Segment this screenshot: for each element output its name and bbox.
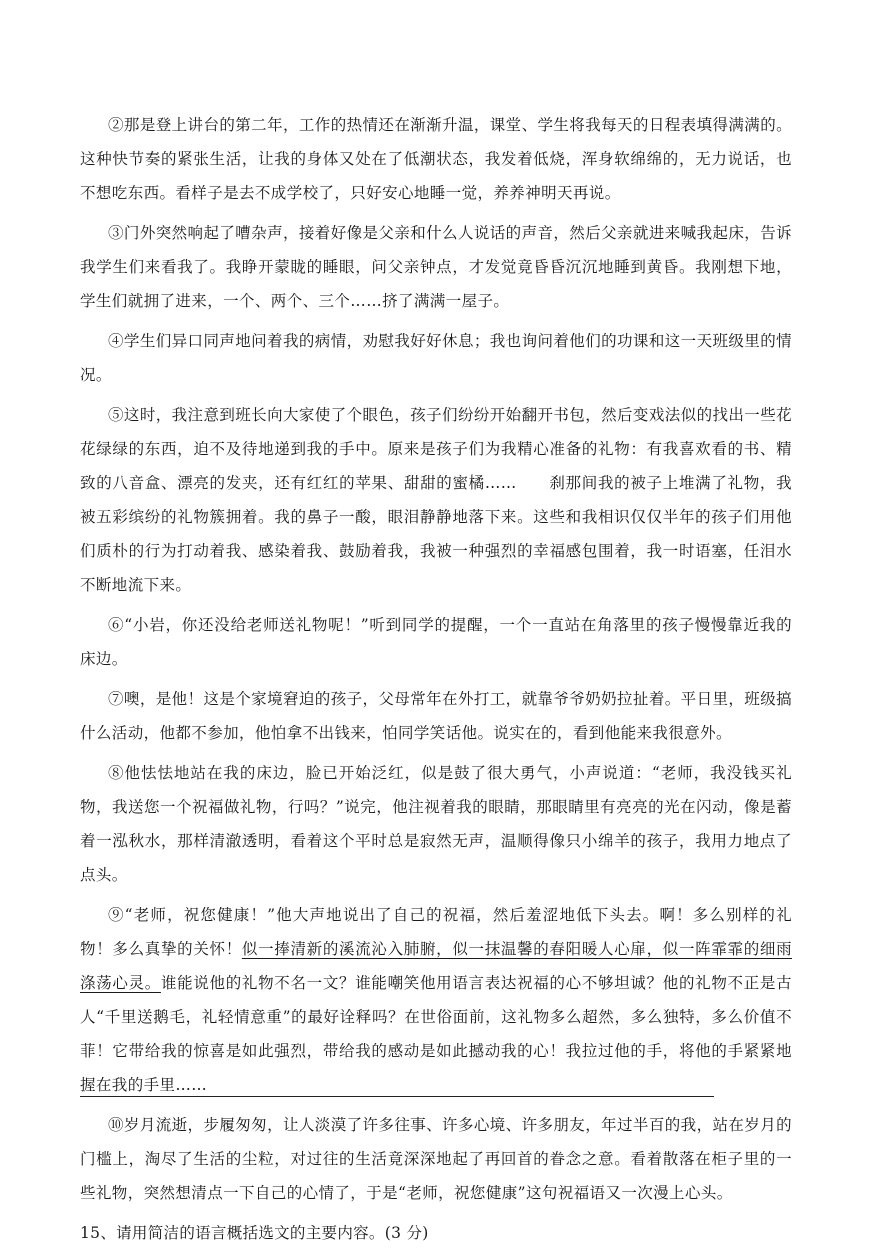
paragraph-7: ⑦噢，是他！这是个家境窘迫的孩子，父母常年在外打工，就靠爷爷奶奶拉扯着。平日里，班级搞什么活动，他都不参加，他怕拿不出钱来，怕同学笑话他。说实在的，看到他能来我很意外。 <box>80 690 792 742</box>
question-15: 15、请用简洁的语言概括选文的主要内容。(3 分) <box>80 1224 429 1242</box>
answer-line[interactable] <box>80 1096 714 1097</box>
paragraph-4: ④学生们异口同声地问着我的病情，劝慰我好好休息；我也询问着他们的功课和这一天班级里的情况。 <box>80 332 792 384</box>
paragraph-9-rest: 谁能说他的礼物不名一文？谁能嘲笑他用语言表达祝福的心不够坦诚？他的礼物不正是古人“千里送鹅毛，礼轻情意重”的最好诠释吗？在世俗面前，这礼物多么超然，多么独特，多么价值不菲！它带给我的惊喜是如此强烈，带给我的感动是如此撼动我的心！我拉过他的手，将他的手紧紧地握在我的手里…… <box>80 974 792 1094</box>
paragraph-10: ⑩岁月流逝，步履匆匆，让人淡漠了许多往事、许多心境、许多朋友，年过半百的我，站在岁月的门槛上，淘尽了生活的尘粒，对过往的生活竟深深地起了再回首的眷念之意。看着散落在柜子里的一些礼物，突然想清点一下自己的心情了，于是“老师，祝您健康”这句祝福语又一次漫上心头。 <box>80 1116 792 1202</box>
paragraph-3: ③门外突然响起了嘈杂声，接着好像是父亲和什么人说话的声音，然后父亲就进来喊我起床，告诉我学生们来看我了。我睁开蒙眬的睡眼，问父亲钟点，才发觉竟昏昏沉沉地睡到黄昏。我刚想下地，学生们就拥了进来，一个、两个、三个……挤了满满一屋子。 <box>80 224 792 310</box>
paragraph-6: ⑥“小岩，你还没给老师送礼物呢！”听到同学的提醒，一个一直站在角落里的孩子慢慢靠近我的床边。 <box>80 616 792 668</box>
paragraph-2: ②那是登上讲台的第二年，工作的热情还在渐渐升温，课堂、学生将我每天的日程表填得满满的。这种快节奏的紧张生活，让我的身体又处在了低潮状态，我发着低烧，浑身软绵绵的，无力说话，也不想吃东西。看样子是去不成学校了，只好安心地睡一觉，养养神明天再说。 <box>80 116 792 202</box>
underlined-sentence: 似一捧清新的溪流沁入肺腑，似一抹温馨的春阳暖人心扉，似一阵霏霏的细雨涤荡心灵。 <box>80 940 792 992</box>
paragraph-9 <box>80 898 792 1102</box>
paragraph-8: ⑧他怯怯地站在我的床边，脸已开始泛红，似是鼓了很大勇气，小声说道：“老师，我没钱买礼物，我送您一个祝福做礼物，行吗？”说完，他注视着我的眼睛，那眼睛里有亮亮的光在闪动，像是蓄着一泓秋水，那样清澈透明，看着这个平时总是寂然无声，温顺得像只小绵羊的孩子，我用力地点了点头。 <box>80 764 792 884</box>
paragraph-5: ⑤这时，我注意到班长向大家使了个眼色，孩子们纷纷开始翻开书包，然后变戏法似的找出一些花花绿绿的东西，迫不及待地递到我的手中。原来是孩子们为我精心准备的礼物：有我喜欢看的书、精致的八音盒、漂亮的发夹，还有红红的苹果、甜甜的蜜橘…… 刹那间我的被子上堆满了礼物，我被五彩缤纷的礼物簇拥着。我的鼻子一酸，眼泪静静地落下来。这些和我相识仅仅半年的孩子们用他们质朴的行为打动着我、感染着我、鼓励着我，我被一种强烈的幸福感包围着，我一时语塞，任泪水不断地流下来。 <box>80 406 792 594</box>
paragraph-9-lead: ⑨“老师，祝您健康！”他大声地说出了自己的祝福，然后羞涩地低下头去。啊！多么别样的礼物！多么真挚的关怀！ <box>80 906 792 958</box>
passage-body <box>80 108 792 1250</box>
